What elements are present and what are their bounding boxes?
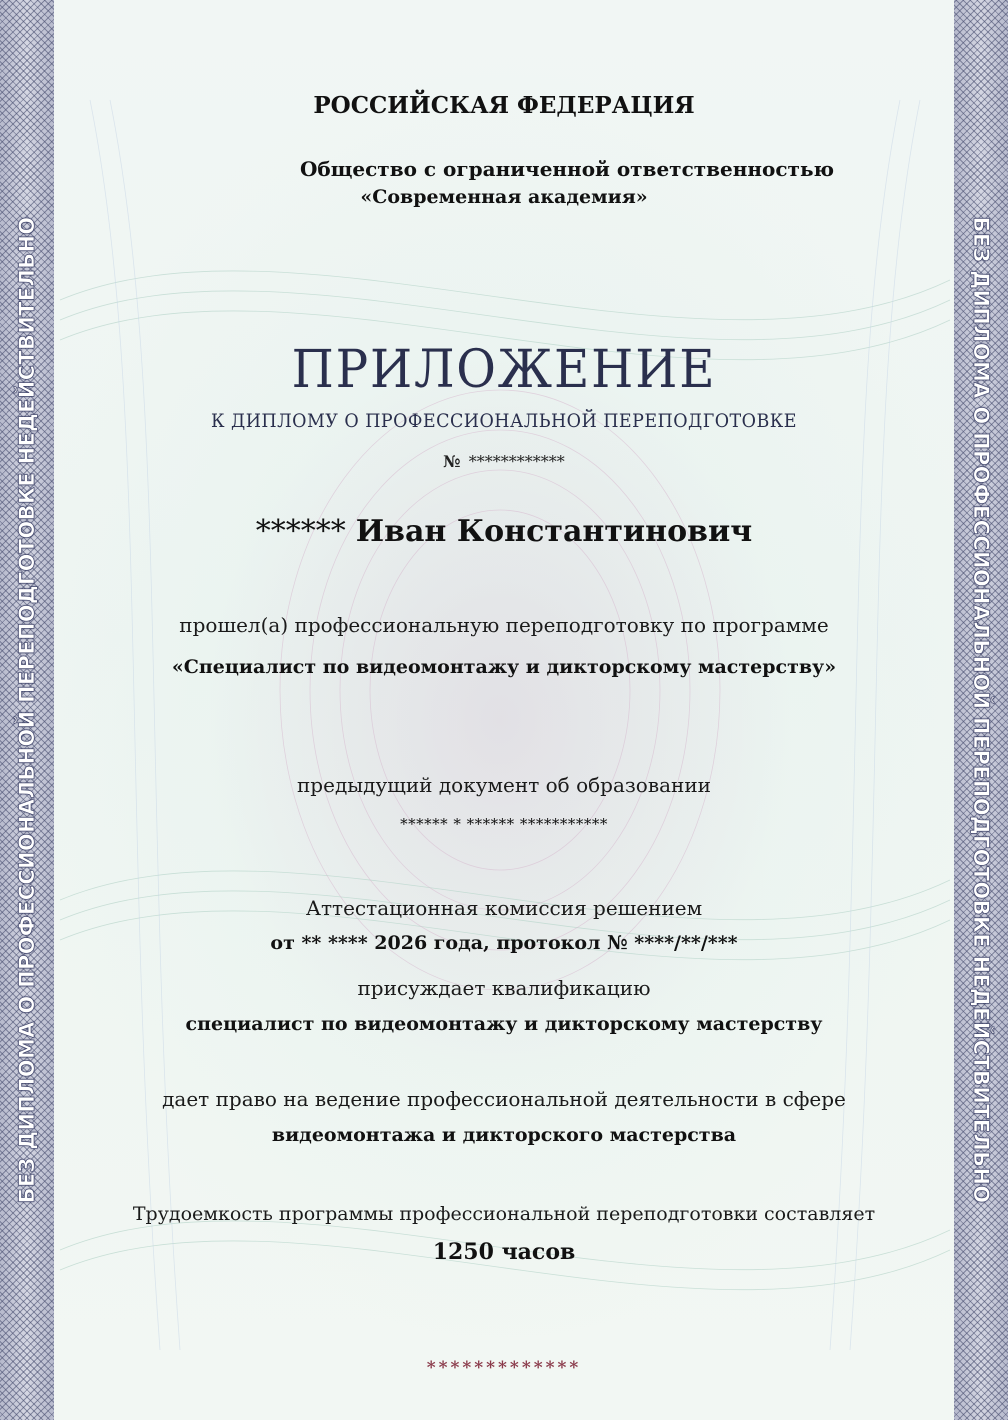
awards-text: присуждает квалификацию xyxy=(357,976,651,1000)
left-border-text: БЕЗ ДИПЛОМА О ПРОФЕССИОНАЛЬНОЙ ПЕРЕПОДГОТОВКЕ НЕДЕЙСТВИТЕЛЬНО xyxy=(15,216,39,1204)
organization-type: Общество с ограниченной ответственностью xyxy=(300,157,835,181)
commission-text: Аттестационная комиссия решением xyxy=(305,896,703,920)
program-hours: 1250 часов xyxy=(432,1239,576,1265)
labor-intensity-text: Трудоемкость программы профессиональной переподготовки составляет xyxy=(132,1203,876,1225)
activity-sphere: видеомонтажа и дикторского мастерства xyxy=(271,1124,737,1146)
footer-stars: ************* xyxy=(426,1358,582,1378)
student-given-name: Иван Константинович xyxy=(355,514,753,549)
student-surname: ****** xyxy=(255,514,346,549)
left-security-border xyxy=(0,0,54,1420)
previous-document-label: предыдущий документ об образовании xyxy=(296,773,712,797)
rights-text: дает право на ведение профессиональной деятельности в сфере xyxy=(162,1087,846,1111)
document-subtitle: К ДИПЛОМУ О ПРОФЕССИОНАЛЬНОЙ ПЕРЕПОДГОТОВКЕ xyxy=(211,410,797,432)
number-value: ************ xyxy=(468,452,565,471)
organization-name: «Современная академия» xyxy=(360,186,648,208)
document-title: ПРИЛОЖЕНИЕ xyxy=(291,340,717,400)
program-name: «Специалист по видеомонтажу и дикторскому мастерству» xyxy=(171,656,837,678)
right-security-border xyxy=(954,0,1008,1420)
commission-decision: от ** **** 2026 года, протокол № ****/**/*** xyxy=(270,932,738,954)
number-sign: № xyxy=(443,452,461,471)
right-border-text: БЕЗ ДИПЛОМА О ПРОФЕССИОНАЛЬНОЙ ПЕРЕПОДГОТОВКЕ НЕДЕЙСТВИТЕЛЬНО xyxy=(969,216,993,1204)
document-number xyxy=(60,452,948,471)
previous-document-value: ****** * ****** *********** xyxy=(400,815,608,833)
student-name xyxy=(60,514,948,549)
passed-text: прошел(а) профессиональную переподготовку по программе xyxy=(179,613,829,637)
qualification: специалист по видеомонтажу и дикторскому мастерству xyxy=(185,1013,823,1035)
country-heading: РОССИЙСКАЯ ФЕДЕРАЦИЯ xyxy=(313,92,695,119)
